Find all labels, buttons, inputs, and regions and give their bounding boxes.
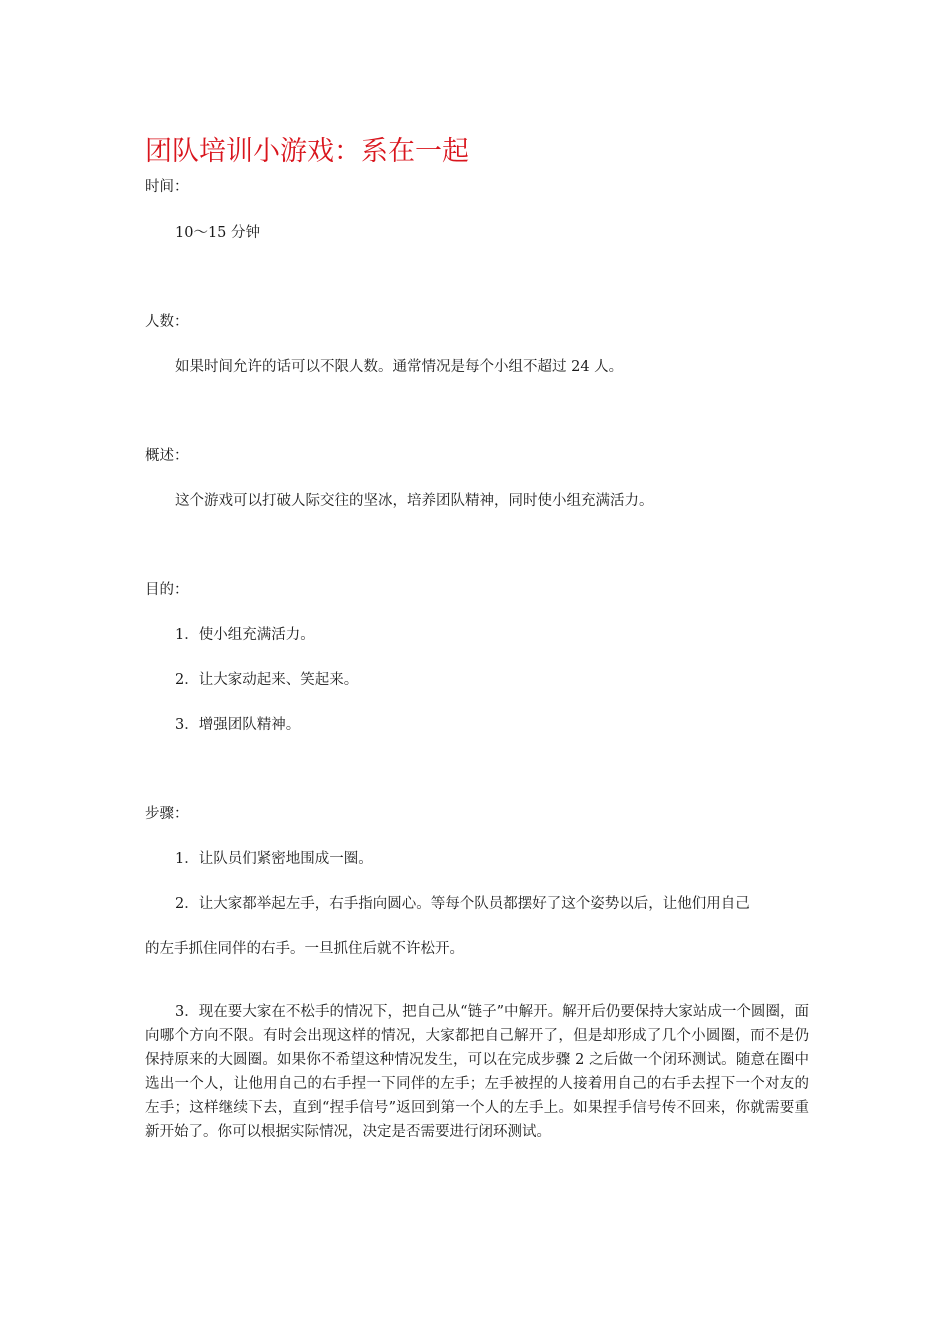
step-3: 3．现在要大家在不松手的情况下，把自己从“链子”中解开。解开后仍要保持大家站成一个圆圈，面向哪个方向不限。有时会出现这样的情况，大家都把自己解开了，但是却形成了几个小圆圈，而不是仍保持原来的大圆圈。如果你不希望这种情况发生，可以在完成步骤 2 之后做一个闭环测试。随意在圈中选出一个人，让他用自己的右手捏一下同伴的左手；左手被捏的人接着用自己的右手去捏下一个对友的左手；这样继续下去，直到“捏手信号”返回到第一个人的左手上。如果捏手信号传不回来，你就需要重新开始了。你可以根据实际情况，决定是否需要进行闭环测试。 [145, 1004, 809, 1140]
overview-value: 这个游戏可以打破人际交往的坚冰，培养团队精神，同时使小组充满活力。 [175, 493, 654, 509]
document-title: 团队培训小游戏：系在一起 [145, 136, 469, 167]
people-value: 如果时间允许的话可以不限人数。通常情况是每个小组不超过 24 人。 [175, 359, 624, 375]
people-label: 人数： [145, 314, 189, 330]
goals-label: 目的： [145, 582, 189, 598]
overview-label: 概述： [145, 448, 189, 464]
time-label: 时间： [145, 179, 189, 195]
goal-item: 2．让大家动起来、笑起来。 [175, 672, 359, 688]
time-value: 10～15 分钟 [175, 225, 261, 241]
steps-label: 步骤： [145, 806, 189, 822]
step-2-line-2: 的左手抓住同伴的右手。一旦抓住后就不许松开。 [145, 941, 464, 957]
step-1: 1．让队员们紧密地围成一圈。 [175, 851, 373, 867]
goal-item: 1．使小组充满活力。 [175, 627, 315, 643]
step-2-line-1: 2．让大家都举起左手，右手指向圆心。等每个队员都摆好了这个姿势以后，让他们用自己 [175, 896, 750, 912]
goal-item: 3．增强团队精神。 [175, 717, 301, 733]
